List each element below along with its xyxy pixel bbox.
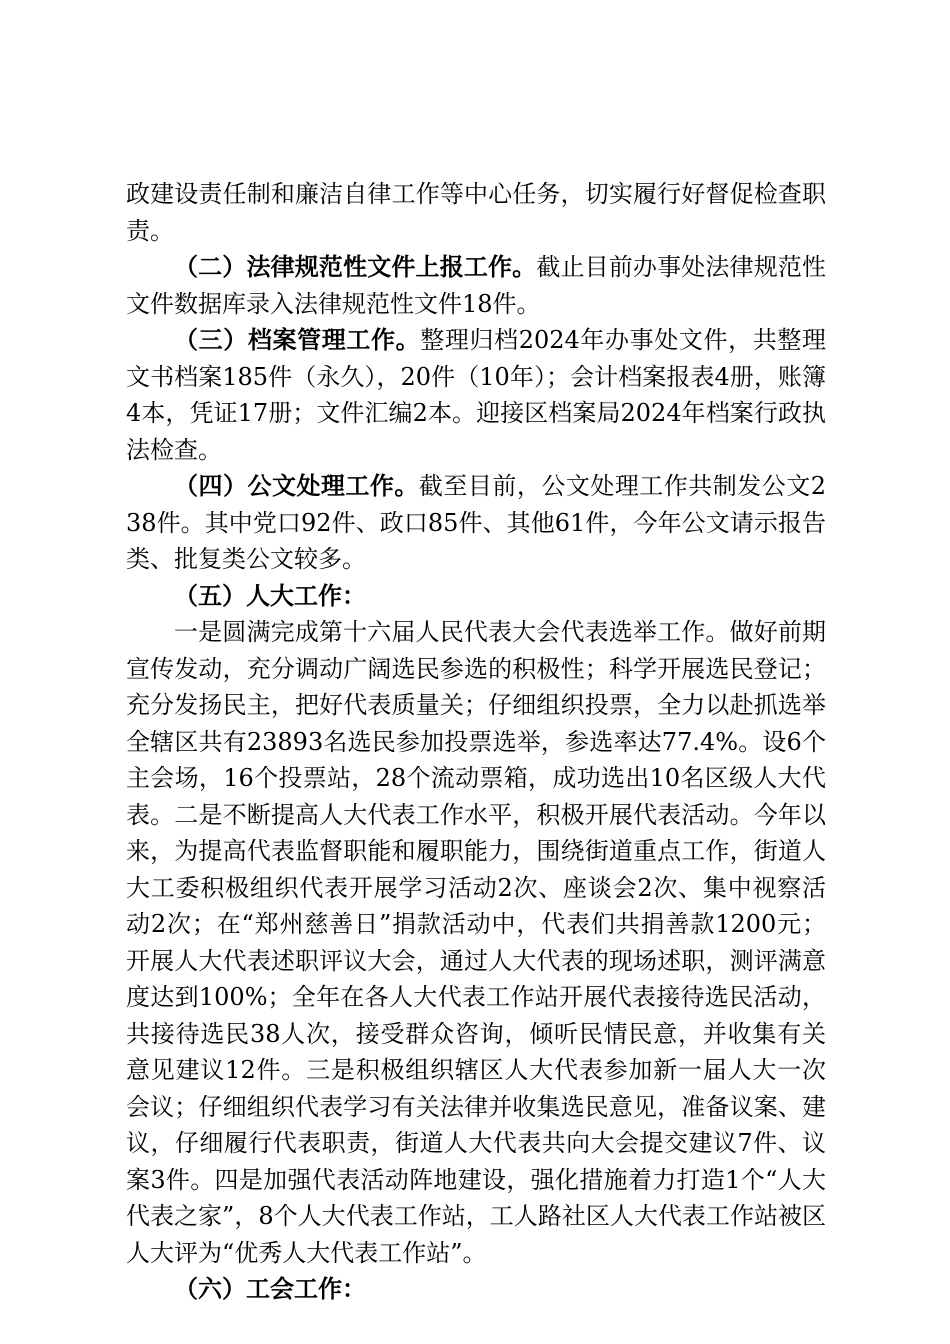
paragraph-text: 政建设责任制和廉洁自律工作等中心任务，切实履行好督促检查职责。 xyxy=(126,180,826,245)
paragraph-text: 整理归档2024年办事处文件，共整理文书档案185件（永久），20件（10年）；会计档案报表4册，账簿4本，凭证17册；文件汇编2本。迎接区档案局2024年档案行政执法检查。 xyxy=(126,326,827,464)
paragraph-duty-continuation xyxy=(126,176,826,249)
section-heading-legal-documents: （二）法律规范性文件上报工作。 xyxy=(174,252,537,281)
section-heading-text: （六）工会工作： xyxy=(174,1274,366,1303)
paragraph-archive-management xyxy=(126,322,826,468)
section-heading-archive-management: （三）档案管理工作。 xyxy=(174,325,421,354)
section-heading-document-processing: （四）公文处理工作。 xyxy=(174,471,419,500)
paragraph-document-processing xyxy=(126,468,826,578)
paragraph-npc-work-details xyxy=(126,614,826,1271)
paragraph-text: 一是圆满完成第十六届人民代表大会代表选举工作。做好前期宣传发动，充分调动广阔选民参选的积极性；科学开展选民登记；充分发扬民主，把好代表质量关；仔细组织投票，全力以赴抓选举全辖区共有23893名选民参加投票选举，参选率达77.4%。设6个主会场，16个投票站，28个流动票箱，成功选出10名区级人大代表。二是不断提高人大代表工作水平，积极开展代表活动。今年以来，为提高代表监督职能和履职能力，围绕街道重点工作，街道人大工委积极组织代表开展学习活动2次、座谈会2次、集中视察活动2次；在“郑州慈善日”捐款活动中，代表们共捐善款1200元；开展人大代表述职评议大会，通过人大代表的现场述职，测评满意度达到100%；全年在各人大代表工作站开展代表接待选民活动，共接待选民38人次，接受群众咨询，倾听民情民意，并收集有关意见建议12件。三是积极组织辖区人大代表参加新一届人大一次会议；仔细组织代表学习有关法律并收集选民意见，准备议案、建议，仔细履行代表职责，街道人大代表共向大会提交建议7件、议案3件。四是加强代表活动阵地建设，强化措施着力打造1个“人大代表之家”，8个人大代表工作站，工人路社区人大代表工作站被区人大评为“优秀人大代表工作站”。 xyxy=(126,618,826,1267)
section-heading-text: （五）人大工作： xyxy=(174,580,366,610)
section-heading-npc-work xyxy=(126,578,826,615)
section-heading-trade-union-work xyxy=(126,1271,826,1308)
document-body xyxy=(126,176,826,1308)
paragraph-text: 截止目前办事处法律规范性文件数据库录入法律规范性文件18件。 xyxy=(126,253,827,318)
paragraph-legal-documents xyxy=(126,249,826,322)
paragraph-text: 截至目前，公文处理工作共制发公文238件。其中党口92件、政口85件、其他61件，今年公文请示报告类、批复类公文较多。 xyxy=(126,472,827,573)
